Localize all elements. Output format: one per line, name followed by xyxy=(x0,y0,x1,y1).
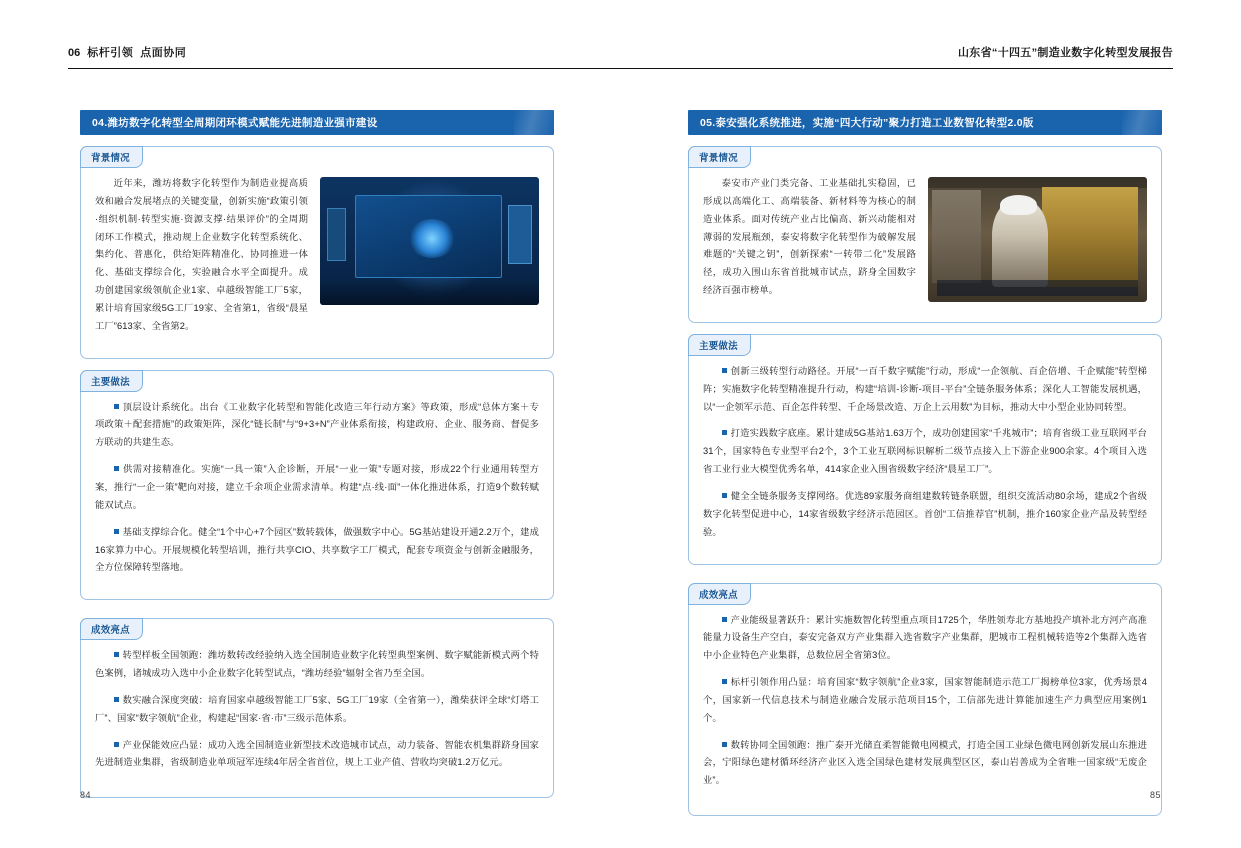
photo-caption xyxy=(937,280,1139,296)
right-column xyxy=(688,110,1162,816)
right-background-tab: 背景情况 xyxy=(688,146,751,168)
right-background-body xyxy=(703,175,1147,309)
right-results-item-text: 产业能级显著跃升：累计实施数智化转型重点项目1725个，华胜领寿北方基地投产填补北方河产高准能量力设备生产空白，泰安完备双方产业集群入选省数字产业集群，肥城市工程机械转造等2个集群入选省中小企业特色产业集群，总数位居全省第3位。 xyxy=(703,614,1147,661)
right-measures-item xyxy=(703,425,1147,479)
left-results-item xyxy=(95,647,539,683)
left-background-body xyxy=(95,175,539,345)
header-chapter-title-1: 标杆引领 xyxy=(87,47,134,59)
right-measures-body xyxy=(703,363,1147,542)
right-results-item-text: 数转协同全国领跑：推广泰开光储直柔智能微电网模式，打造全国工业绿色微电网创新发展山东推进会，宁阳绿色建材循环经济产业区入选全国绿色建材发展典型区区，泰山岩善成为全省唯一国家级“无废企业”。 xyxy=(703,739,1147,786)
left-measures-item-text: 顶层设计系统化。出台《工业数字化转型和智能化改造三年行动方案》等政策，形成“总体方案＋专项政策＋配套措施”的政策矩阵，深化“链长制”与“9+3+N”产业体系衔接，构建政府、企业、服务商、督促多方联动的共建生态。 xyxy=(95,401,539,448)
bullet-square-icon xyxy=(114,697,119,702)
header-left xyxy=(68,44,186,60)
right-measures-item xyxy=(703,488,1147,542)
left-background-paragraph: 近年来，潍坊将数字化转型作为制造业提高质效和融合发展堵点的关键变量，创新实施“政策引领·组织机制·转型实施·资源支撑·结果评价”的全周期闭环工作模式，推动规上企业数字化转型系统化、集约化、普惠化，供给矩阵精准化、协同推进一体化、基础支撑综合化，实验融合水平全面提升。成功创建国家级领航企业1家、卓越级智能工厂5家，累计培育国家级5G工厂19家、全省第1，省级“晨星工厂”613家、全省第2。 xyxy=(95,178,308,331)
right-results-body xyxy=(703,612,1147,791)
photo-panel-left xyxy=(327,208,347,262)
left-measures-body xyxy=(95,399,539,578)
right-background-panel xyxy=(688,146,1162,323)
left-measures-item xyxy=(95,524,539,578)
left-background-tab: 背景情况 xyxy=(80,146,143,168)
header-report-title: 山东省“十四五”制造业数字化转型发展报告 xyxy=(958,47,1173,59)
right-measures-panel xyxy=(688,334,1162,565)
left-measures-tab: 主要做法 xyxy=(80,370,143,392)
exhibition-hall-photo xyxy=(320,177,539,305)
right-measures-item-text: 健全全链条服务支撑网络。优选89家服务商组建数转链条联盟，组织交流活动80余场，建成2个省级数字化转型促进中心，14家省级数字经济示范园区。首创“工信推荐官”机制，推介160家企业产品及转型经验。 xyxy=(703,490,1147,537)
header-chapter-number: 06 xyxy=(68,47,81,59)
right-results-item xyxy=(703,612,1147,666)
right-measures-tab: 主要做法 xyxy=(688,334,751,356)
right-measures-item xyxy=(703,363,1147,417)
right-background-paragraph: 泰安市产业门类完备、工业基础扎实稳固，已形成以高端化工、高端装备、新材料等为核心的制造业体系。面对传统产业占比偏高、新兴动能相对薄弱的发展瓶颈，泰安将数字化转型作为破解发展难题的“关键之钥”，创新探索“一转带二化”发展路径，成功入围山东省首批城市试点，跻身全国数字经济百强市榜单。 xyxy=(703,178,916,296)
bullet-square-icon xyxy=(114,466,119,471)
photo-machine-right xyxy=(1042,187,1138,287)
bullet-square-icon xyxy=(722,430,727,435)
right-results-tab: 成效亮点 xyxy=(688,583,751,605)
left-results-item-text: 产业保能效应凸显：成功入选全国制造业新型技术改造城市试点，动力装备、智能农机集群跻身国家先进制造业集群，省级制造业单项冠军连续4年居全省首位，规上工业产值、营收均突破1.2万亿元。 xyxy=(95,739,539,768)
bullet-square-icon xyxy=(114,652,119,657)
bullet-square-icon xyxy=(114,529,119,534)
photo-machine-left xyxy=(932,190,980,284)
left-measures-panel xyxy=(80,370,554,601)
right-results-panel xyxy=(688,583,1162,817)
right-results-item xyxy=(703,737,1147,791)
right-results-item xyxy=(703,674,1147,728)
photo-panel-right xyxy=(508,205,532,264)
right-measures-item-text: 打造实践数字底座。累计建成5G基站1.63万个，成功创建国家“千兆城市”；培育省级工业互联网平台31个，国家特色专业型平台2个，3个工业互联网标识解析二级节点接入上下游企业900余家。4个项目入选省工业行业大模型优秀名单，414家企业入围省级数字经济“晨星工厂”。 xyxy=(703,428,1147,475)
page-number-left: 84 xyxy=(80,790,92,800)
bullet-square-icon xyxy=(722,742,727,747)
left-column xyxy=(80,110,554,798)
left-measures-item-text: 供需对接精准化。实施“一具一策”入企诊断，开展“一业一策”专题对接，形成22个行业通用转型方案，推行“一企一策”靶向对接，建立千余项企业需求清单。构建“点·线·面”一体化推进体系，打造9个数转赋能双试点。 xyxy=(95,464,539,510)
left-results-panel xyxy=(80,618,554,798)
bullet-square-icon xyxy=(722,368,727,373)
left-results-item xyxy=(95,737,539,773)
worker-video-photo xyxy=(928,177,1147,302)
left-measures-item xyxy=(95,399,539,453)
bullet-square-icon xyxy=(722,617,727,622)
page-header xyxy=(68,44,1173,70)
left-measures-item xyxy=(95,461,539,515)
left-section-title: 04.潍坊数字化转型全周期闭环模式赋能先进制造业强市建设 xyxy=(80,110,554,135)
left-results-body xyxy=(95,647,539,772)
bullet-square-icon xyxy=(722,679,727,684)
left-measures-item-text: 基础支撑综合化。健全“1个中心+7个园区”数转载体，做强数字中心。5G基站建设开通2.2万个，建成16家算力中心。开展规模化转型培训，推行共享CIO、共享数字工厂模式，配套专项资金与创新金融服务，全方位保障转型落地。 xyxy=(95,526,539,573)
right-results-item-text: 标杆引领作用凸显：培育国家“数字领航”企业3家，国家智能制造示范工厂揭榜单位3家，优秀场景4个，国家新一代信息技术与制造业融合发展示范项目15个，工信部先进计算能加速生产力典型应用案例1个。 xyxy=(703,677,1147,723)
right-measures-item-text: 创新三级转型行动路径。开展“一百千数字赋能”行动，形成“一企领航、百企倍增、千企赋能”转型梯阵；实施数字化转型精准提升行动，构建“培训-诊断-项目-平台”全链条服务体系；深化人工智能发展机遇，以“一企领军示范、百企怎件转型、千企场景改造、万企上云用数”为目标，推动大中小型企业协同转型。 xyxy=(703,365,1147,412)
header-chapter-title-2: 点面协同 xyxy=(140,47,187,59)
bullet-square-icon xyxy=(722,493,727,498)
bullet-square-icon xyxy=(114,742,119,747)
bullet-square-icon xyxy=(114,404,119,409)
left-background-panel xyxy=(80,146,554,359)
right-section-title: 05.泰安强化系统推进，实施“四大行动”聚力打造工业数智化转型2.0版 xyxy=(688,110,1162,135)
photo-helmet xyxy=(1000,195,1037,215)
page-number-right: 85 xyxy=(1149,790,1161,800)
left-results-item xyxy=(95,692,539,728)
left-results-tab: 成效亮点 xyxy=(80,618,143,640)
photo-bottom-shade xyxy=(320,279,539,305)
left-results-item-text: 转型样板全国领跑：潍坊数转改经验纳入选全国制造业数字化转型典型案例、数字赋能新模式两个特色案例，诸城成功入选中小企业数字化转型试点，“潍坊经验”辐射全省乃至全国。 xyxy=(95,650,539,679)
left-results-item-text: 数实融合深度突破：培育国家卓越级智能工厂5家、5G工厂19家（全省第一），潍柴获评全球“灯塔工厂”、国家“数字领航”企业，构建起“国家·省·市”三级示范体系。 xyxy=(95,694,539,723)
header-divider xyxy=(68,68,1173,69)
